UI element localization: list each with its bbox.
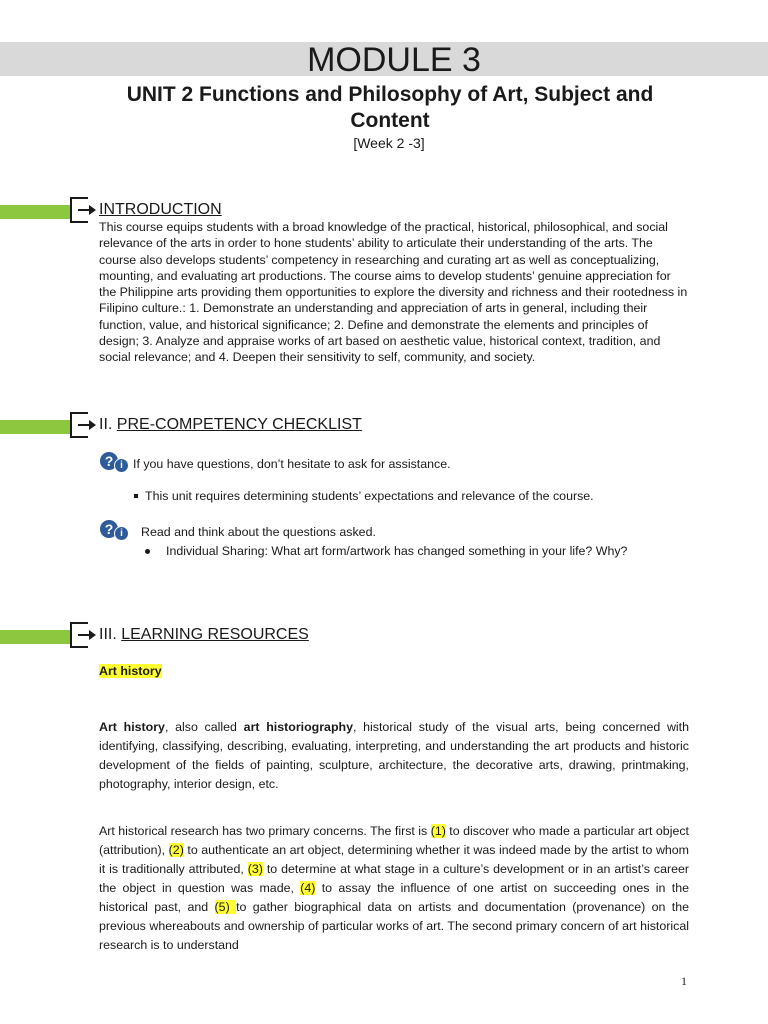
art-history-heading-text: Art history [99,664,162,678]
section-number: III. [99,626,117,643]
bold-term: Art history [99,720,165,734]
text-run: Art historical research has two primary concerns. The first is [99,824,431,838]
bullet [134,494,138,498]
section-title-text: LEARNING RESOURCES [121,626,309,643]
text-run: , historical study of the visual arts, being concerned with identifying, classifying, describing, evaluating, interpreting, and understanding the art products and historic development of the fields of painting, sculpture, architecture, the decorative arts, drawing, printmaking, photography, interior design, etc. [99,720,690,791]
section-title-text: PRE-COMPETENCY CHECKLIST [116,416,362,433]
highlight: (3) [247,862,263,876]
section-title [99,200,222,220]
green-bar [0,420,70,434]
week-label: [Week 2 -3] [353,135,425,151]
checklist-note: Read and think about the questions asked. [141,525,376,539]
module-title: MODULE 3 [307,41,481,79]
checklist-bullet: Individual Sharing: What art form/artwork has changed something in your life? Why? [166,544,628,558]
arrow-icon-head [89,205,96,215]
text-run: to authenticate an art object, determining whether it was indeed made by the artist to whom it is traditionally attributed, [99,843,689,876]
section-number: II. [99,416,113,433]
introduction-paragraph: This course equips students with a broad knowledge of the practical, historical, philosophical, and social relevance of the arts in order to hone students’ ability to articulate their understanding of the arts. The course also develops students’ competency in researching and curating art as well as conceptualizing, mounting, and evaluating art productions. The course aims to develop students’ genuine appreciation for the Philippine arts providing them opportunities to explore the diversity and richness and their rootedness in Filipino culture.: 1. Demonstrate an understanding and appreciation of arts in general, including their function, value, and historical significance; 2. Define and demonstrate the elements and principles of design; 3. Analyze and appraise works of art based on aesthetic value, historical context, tradition, and social relevance; and 4. Deepen their sensitivity to self, community, and society. [99,220,688,365]
highlight: (5) [214,900,237,914]
section-title [99,415,362,435]
checklist-bullet: This unit requires determining students’ expectations and relevance of the course. [145,489,594,503]
question-info-icon: ? i [100,520,130,540]
bullet [145,549,150,554]
highlight: (4) [300,881,316,895]
text-run: , also called [164,720,244,734]
section-checklist-header [0,412,768,440]
section-resources-header [0,622,768,650]
green-bar [0,630,70,644]
arrow-icon-head [89,420,96,430]
art-history-heading [99,663,162,679]
text-run: to gather biographical data on artists and documentation (provenance) on the previous whereabouts and ownership of particular works of art. The second primary concern of art historical research is to understand [99,900,689,952]
question-info-icon: ? i [100,452,130,472]
checklist-note: If you have questions, don’t hesitate to ask for assistance. [133,457,451,471]
highlight: (1) [430,824,446,838]
text-run: to determine at what stage in a culture’s development or in an artist’s career the object in question was made, [99,862,689,895]
art-history-paragraph-2 [99,822,689,955]
highlight: (2) [168,843,184,857]
bold-term: art historiography [243,720,353,734]
page-number: 1 [681,974,687,988]
text-run: to discover who made a particular art object (attribution), [99,824,689,857]
section-title-text: INTRODUCTION [99,201,222,218]
unit-title: UNIT 2 Functions and Philosophy of Art, Subject and Content [126,83,654,132]
green-bar [0,205,70,219]
art-history-paragraph-1 [99,718,689,794]
arrow-icon-head [89,630,96,640]
text-run: to assay the influence of one artist on succeeding ones in the historical past, and [99,881,689,914]
section-title [99,625,309,645]
